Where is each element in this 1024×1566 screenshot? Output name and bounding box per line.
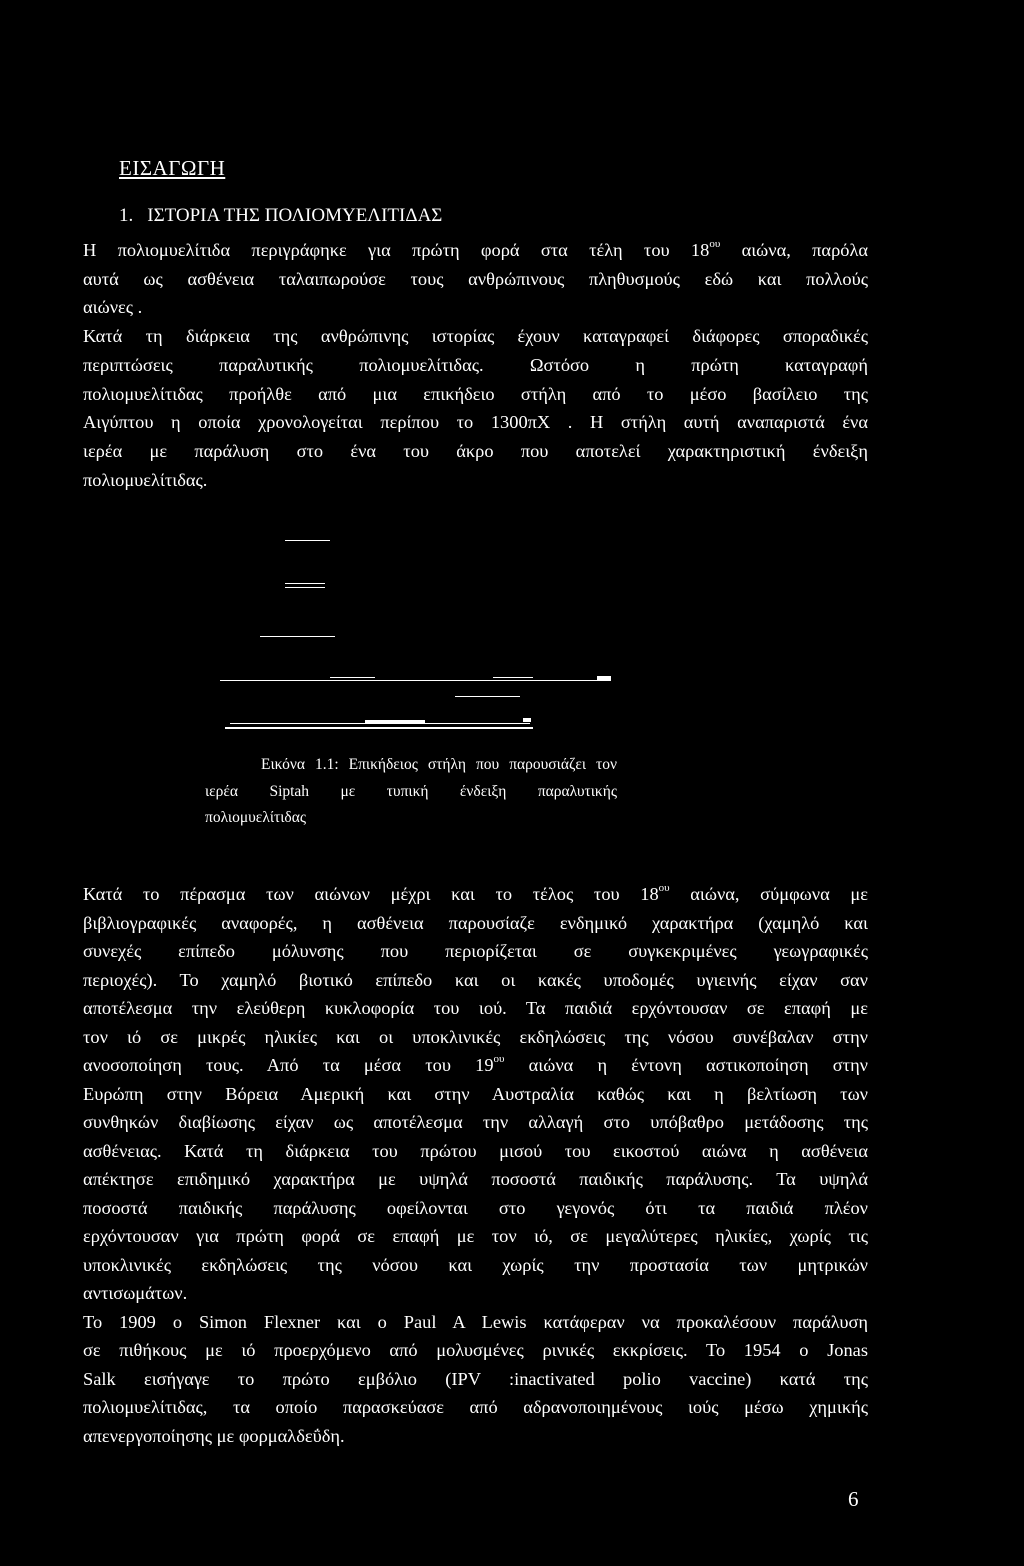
history-paragraph (83, 880, 868, 1450)
section-heading (119, 205, 442, 227)
text-line: πολιομυελίτιδας. (83, 469, 208, 490)
text-line: περιπτώσεις παραλυτικής πολιομυελίτιδας. Ωστόσο η πρώτη καταγραφή (83, 354, 868, 375)
caption-line: Εικόνα 1.1: Επικήδειος στήλη που παρουσιάζει τον (261, 756, 617, 773)
chapter-title: ΕΙΣΑΓΩΓΗ (119, 156, 226, 180)
intro-paragraph (83, 236, 868, 494)
text-line: Η πολιομυελίτιδα περιγράφηκε για πρώτη φορά στα τέλη του $18^{o\upsilon}$ αιώνα, παρόλα (83, 237, 868, 260)
text-line: Αιγύπτου η οποία χρονολογείται περίπου το 1300πΧ . Η στήλη αυτή αναπαριστά ένα (83, 412, 868, 433)
text-line: τον ιό σε μικρές ηλικίες και οι υποκλινικές εκδηλώσεις της νόσου συνέβαλαν στην (83, 1026, 868, 1047)
page-number: 6 (848, 1487, 859, 1511)
caption-line: ιερέα Siptah με τυπική ένδειξη παραλυτικής (205, 782, 617, 800)
caption-line: πολιομυελίτιδας (205, 809, 306, 826)
text-line: περιοχές). Το χαμηλό βιοτικό επίπεδο και οι κακές υποδομές υγιεινής είχαν σαν (83, 969, 868, 990)
text-line: υποκλινικές εκδηλώσεις της νόσου και χωρίς την προστασία των μητρικών (83, 1254, 868, 1275)
text-line: Ευρώπη στην Βόρεια Αμερική και στην Αυστραλία καθώς και η βελτίωση των (83, 1083, 868, 1104)
text-line: ανοσοποίηση τους. Από τα μέσα του $19^{o\upsilon}$ αιώνα η έντονη αστικοποίηση στην (83, 1052, 868, 1075)
text-line: βιβλιογραφικές αναφορές, η ασθένεια παρουσίαζε ενδημικό χαρακτήρα (χαμηλό και (83, 912, 868, 933)
text-line: αυτά ως ασθένεια ταλαιπωρούσε τους ανθρώπινους πληθυσμούς εδώ και πολλούς (83, 268, 868, 289)
text-line: Το 1909 ο Simon Flexner και ο Paul A Lewis κατάφεραν να προκαλέσουν παράλυση (83, 1311, 868, 1332)
text-line: αντισωμάτων. (83, 1283, 188, 1303)
text-line: πολιομυελίτιδας προήλθε από μια επικήδειο στήλη από το μέσο βασίλειο της (83, 383, 868, 404)
text-line: ποσοστά παιδικής παράλυσης οφείλονται στο γεγονός ότι τα παιδιά πλέον (83, 1197, 868, 1218)
text-line: Salk εισήγαγε το πρώτο εμβόλιο (IPV :inactivated polio vaccine) κατά της (83, 1368, 868, 1389)
section-number: 1. (119, 205, 134, 226)
text-line: ερχόντουσαν για πρώτη φορά σε επαφή με τον ιό, σε μεγαλύτερες ηλικίες, χωρίς τις (83, 1226, 868, 1246)
figure-caption (205, 752, 617, 832)
text-line: αιώνες . (83, 297, 143, 318)
stele-figure-image (205, 530, 625, 740)
section-title: ΙΣΤΟΡΙΑ ΤΗΣ ΠΟΛΙΟΜΥΕΛΙΤΙΔΑΣ (147, 205, 443, 226)
text-line: σε πιθήκους με ιό προερχόμενο από μολυσμένες ρινικές εκκρίσεις. Το 1954 ο Jonas (83, 1340, 868, 1360)
text-line: συνθηκών διαβίωσης είχαν ως αποτέλεσμα την αλλαγή στο υπόβαθρο μετάδοσης της (83, 1112, 868, 1132)
text-line: ασθένειας. Κατά τη διάρκεια του πρώτου μισού του εικοστού αιώνα η ασθένεια (83, 1140, 868, 1161)
text-line: Κατά τη διάρκεια της ανθρώπινης ιστορίας έχουν καταγραφεί διάφορες σποραδικές (83, 326, 868, 347)
text-line: απέκτησε επιδημικό χαρακτήρα με υψηλά ποσοστά παιδικής παράλυσης. Τα υψηλά (83, 1169, 868, 1189)
text-line: Κατά το πέρασμα των αιώνων μέχρι και το τέλος του $18^{o\upsilon}$ αιώνα, σύμφωνα με (83, 881, 868, 904)
text-line: συνεχές επίπεδο μόλυνσης που περιορίζεται σε συγκεκριμένες γεωγραφικές (83, 941, 868, 961)
text-line: αποτέλεσμα την ελεύθερη κυκλοφορία του ιού. Τα παιδιά ερχόντουσαν σε επαφή με (83, 998, 868, 1018)
text-line: απενεργοποίησης με φορμαλδεΰδη. (83, 1425, 345, 1446)
text-line: πολιομυελίτιδας, τα οποίο παρασκεύασε από αδρανοποιημένους ιούς μέσω χημικής (83, 1397, 868, 1417)
text-line: ιερέα με παράλυση στο ένα του άκρο που αποτελεί χαρακτηριστική ένδειξη (83, 440, 868, 461)
